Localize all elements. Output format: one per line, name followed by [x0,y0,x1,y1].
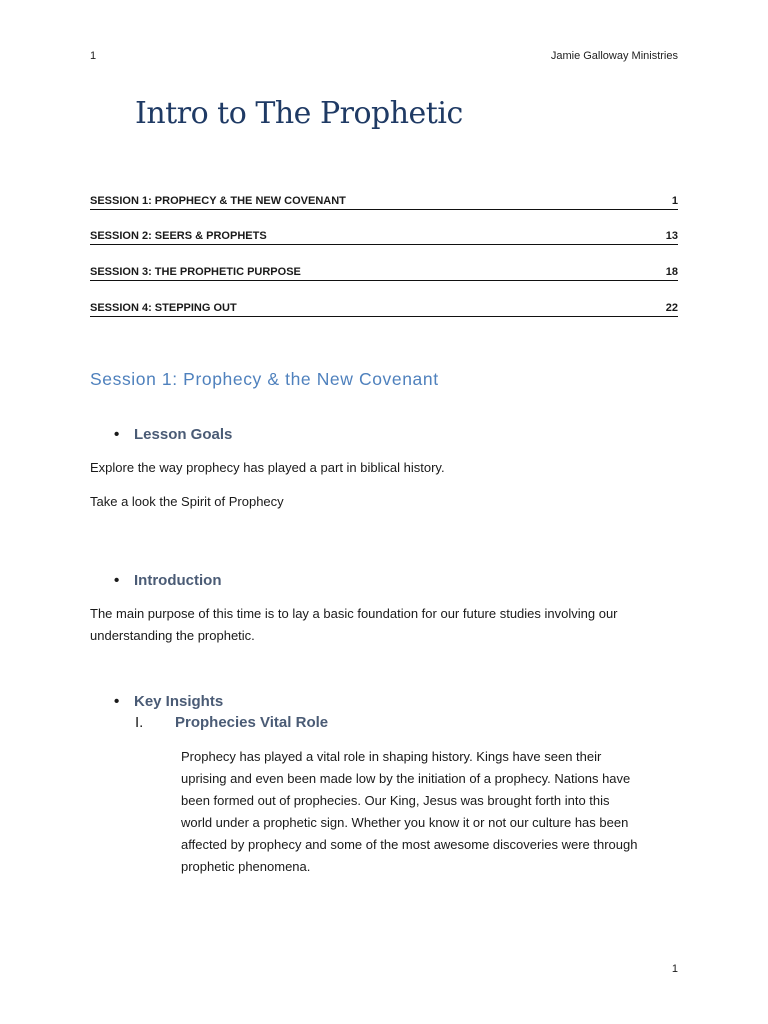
key-insights-label: Key Insights [134,693,224,710]
toc-entry-label: SESSION 3: THE PROPHETIC PURPOSE [90,266,301,278]
introduction-line: understanding the prophetic. [90,628,255,643]
key-insights-heading [114,693,223,710]
paragraph-line: prophetic phenomena. [181,859,311,874]
sub-heading-label: Prophecies Vital Role [175,714,329,731]
toc-entry[interactable] [90,302,678,317]
bullet-icon: • [114,572,120,589]
sub-heading-number: I. [135,714,144,731]
header-publisher: Jamie Galloway Ministries [550,50,678,62]
paragraph-line: world under a prophetic sign. Whether you know it or not our culture has been [181,815,629,830]
toc-entry[interactable] [90,266,678,281]
paragraph-line: been formed out of prophecies. Our King, Jesus was brought forth into this [181,793,610,808]
toc-entry-page: 22 [665,302,678,314]
toc-entry-label: SESSION 4: STEPPING OUT [90,302,237,314]
toc-entry[interactable] [90,195,678,210]
toc-entry-page: 1 [671,195,678,207]
toc-entry-label: SESSION 2: SEERS & PROPHETS [90,230,267,242]
lesson-goals-label: Lesson Goals [134,426,233,443]
introduction-line: The main purpose of this time is to lay a basic foundation for our future studies involving our [90,606,618,621]
toc-entry-label: SESSION 1: PROPHECY & THE NEW COVENANT [90,195,346,207]
toc-entry-page: 18 [665,266,678,278]
header-page-number: 1 [90,50,97,62]
introduction-label: Introduction [134,572,222,589]
bullet-icon: • [114,426,120,443]
sub-heading [135,714,328,731]
introduction-heading [114,572,221,589]
paragraph-line: Prophecy has played a vital role in shaping history. Kings have seen their [181,749,602,764]
key-insights-paragraph [181,746,671,878]
paragraph-line: uprising and even been made low by the initiation of a prophecy. Nations have [181,771,631,786]
lesson-goal-line: Explore the way prophecy has played a part in biblical history. [90,460,445,475]
document-title: Intro to The Prophetic [135,96,463,131]
toc-entry-page: 13 [665,230,678,242]
lesson-goals-heading [114,426,232,443]
paragraph-line: affected by prophecy and some of the most awesome discoveries were through [181,837,638,852]
footer-page-number: 1 [671,963,678,975]
lesson-goal-line: Take a look the Spirit of Prophecy [90,494,284,509]
session-heading: Session 1: Prophecy & the New Covenant [90,369,439,389]
toc-entry[interactable] [90,230,678,245]
bullet-icon: • [114,693,120,710]
